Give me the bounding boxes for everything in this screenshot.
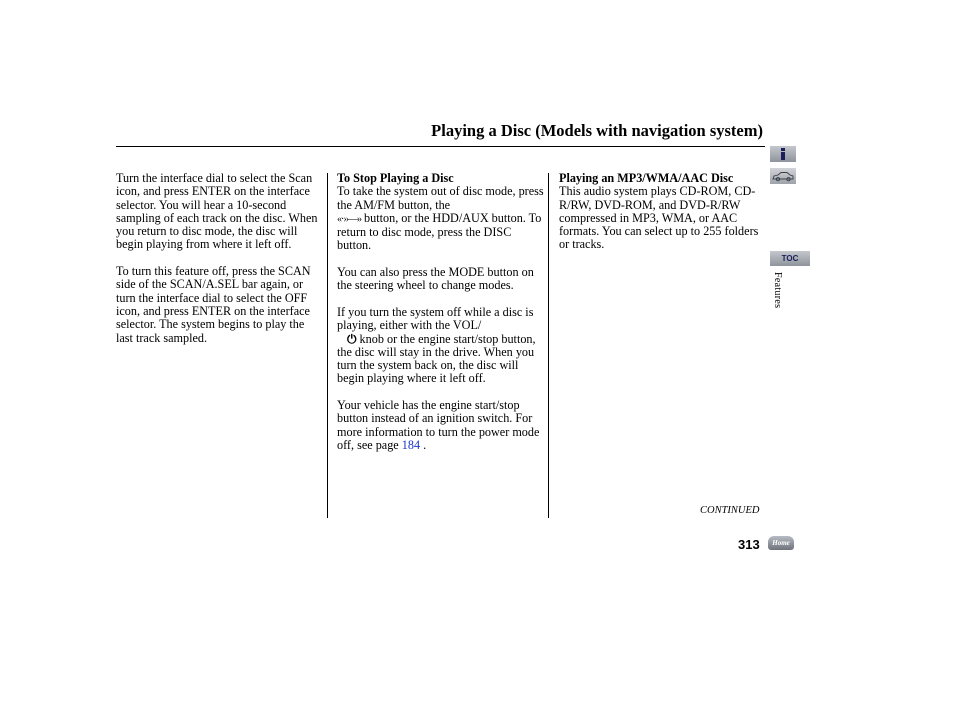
col2-paragraph-2: You can also press the MODE button on the steering wheel to change modes. [337,265,534,293]
car-icon [770,168,796,184]
home-button[interactable]: Home [768,536,794,550]
column-3 [559,172,764,265]
column-1 [116,172,321,358]
disc-mode-icon: «·››—» [337,213,361,225]
stop-disc-heading: To Stop Playing a Disc [337,171,454,185]
column-divider-1 [327,173,328,518]
col2-paragraph-3: If you turn the system off while a disc is playing, either with the VOL/ ⏻ knob or the engine start/stop button, the disc will stay in the drive. When you turn the system back on, the disc will begin playing where it left off. [337,304,536,386]
info-button[interactable] [770,146,796,162]
mp3-disc-heading: Playing an MP3/WMA/AAC Disc [559,171,734,185]
page-title: Playing a Disc (Models with navigation system) [431,121,763,140]
car-button[interactable] [770,168,796,184]
col3-paragraph-1: This audio system plays CD-ROM, CD-R/RW, DVD-ROM, and DVD-R/RW compressed in MP3, WMA, or AAC formats. You can select up to 255 folders or tracks. [559,184,759,252]
info-icon [781,148,785,160]
power-icon: ⏻ [347,331,357,346]
page-number: 313 [738,537,760,552]
col2-paragraph-1: To take the system out of disc mode, press the AM/FM button, the «·››—» button, or the HDD/AUX button. To return to disc mode, press the DISC button. [337,184,544,253]
continued-label: CONTINUED [700,505,760,516]
col2-paragraph-4: Your vehicle has the engine start/stop button instead of an ignition switch. For more information to turn the power mode off, see page 184 . [337,398,540,452]
toc-button[interactable]: TOC [770,251,810,266]
col1-paragraph-2: To turn this feature off, press the SCAN side of the SCAN/A.SEL bar again, or turn the interface dial to select the OFF icon, and press ENTER on the interface selector. The system begins to play the last track sampled. [116,264,311,345]
column-divider-2 [548,173,549,518]
column-2 [337,172,547,466]
page-184-link[interactable]: 184 [401,437,421,452]
col1-paragraph-1: Turn the interface dial to select the Scan icon, and press ENTER on the interface selector. You will hear a 10-second sampling of each track on the disc. When you return to disc mode, the disc will begin playing from where it left off. [116,171,318,252]
title-rule [116,146,765,147]
section-label: Features [772,272,783,309]
